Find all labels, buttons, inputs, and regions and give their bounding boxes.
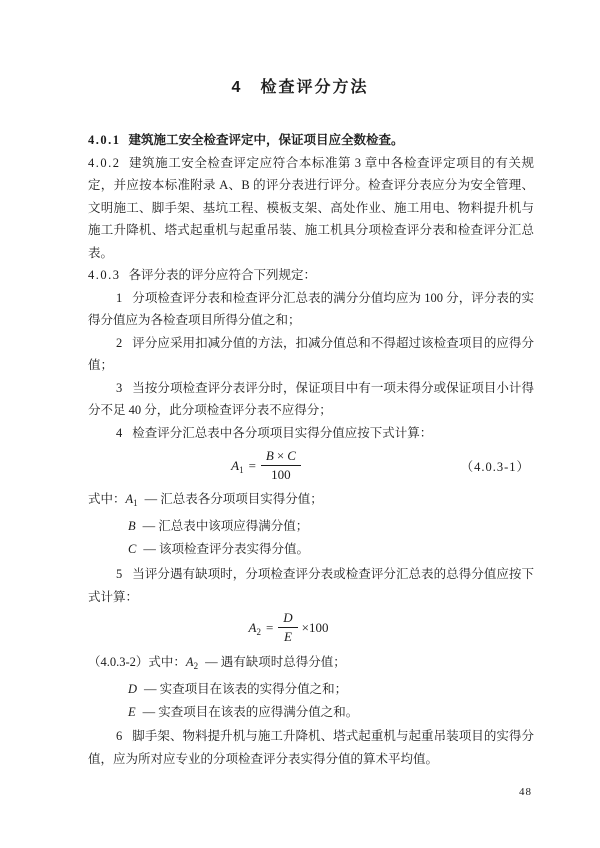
math-variable: A [125, 492, 134, 507]
fraction-numerator [261, 448, 301, 466]
item-text: 评分应采用扣减分值的方法，扣减分值总和不得超过该检查项目的应得分值； [88, 335, 534, 372]
clause-text: 建筑施工安全检查评定应符合本标准第 3 章中各检查评定项目的有关规定，并应按本标准附录 A、B 的评分表进行评分。检查评分表应分为安全管理、文明施工、脚手架、基坑工程、模板支架、高处作业、施工用电、物料提升机与施工升降机、塔式起重机与起重吊装、施工机具分项检查评分表和检查评分汇总表。 [88, 155, 534, 260]
math-subscript: 1 [133, 498, 138, 509]
item-text: 分项检查评分表和检查评分汇总表的满分分值均应为 100 分，评分表的实得分值应为各检查项目所得分值之和； [88, 290, 534, 327]
item-text: 当按分项检查评分表评分时，保证项目中有一项未得分或保证项目小计得分不足 40 分，此分项检查评分表不应得分； [88, 380, 534, 417]
multiply-sign: × [276, 448, 285, 463]
page-body [88, 129, 534, 770]
clause-4-0-1 [88, 129, 534, 152]
page-number: 48 [519, 786, 532, 798]
math-subscript: 2 [193, 661, 199, 672]
equation-label: （4.0.3-1） [460, 459, 530, 474]
definition-line [88, 651, 534, 678]
item-number: 1 [116, 290, 123, 305]
item-number: 4 [116, 425, 123, 440]
clause-text: 建筑施工安全检查评定中，保证项目应全数检查。 [128, 133, 404, 147]
definition-line [88, 678, 534, 701]
math-variable: B [265, 448, 274, 463]
definition-line [88, 515, 534, 538]
clause-number: 4.0.2 [88, 155, 121, 170]
list-item-3 [88, 377, 534, 422]
equals-sign: = [265, 620, 274, 636]
where-prefix: （4.0.3-2）式中： [88, 655, 186, 670]
formula-expression [231, 448, 301, 482]
definition-text: — 汇总表各分项项目实得分值； [144, 492, 323, 507]
item-number: 3 [116, 380, 123, 395]
math-variable: C [287, 448, 296, 463]
math-variable: E [128, 705, 136, 720]
math-variable: C [128, 542, 137, 557]
fraction [278, 610, 297, 644]
formula-4-0-3-1 [88, 450, 534, 484]
clause-4-0-2 [88, 152, 534, 265]
definition-text: — 遇有缺项时总得分值； [205, 655, 346, 670]
chapter-title: 4 检查评分方法 [231, 79, 369, 96]
list-item-2 [88, 332, 534, 377]
formula-4-0-3-2 [88, 612, 534, 646]
multiplier: ×100 [301, 620, 329, 636]
definition-text: — 实查项目在该表的实得分值之和； [144, 682, 348, 697]
fraction-denominator: E [284, 628, 292, 644]
math-variable: A [185, 655, 194, 670]
list-item-1 [88, 287, 534, 332]
list-item-6 [88, 725, 534, 770]
item-text: 检查评分汇总表中各分项项目实得分值应按下式计算： [132, 425, 433, 440]
math-variable: A [248, 620, 257, 636]
formula2-definitions [88, 651, 534, 724]
item-number: 6 [116, 729, 123, 744]
fraction [261, 448, 301, 482]
definition-text: — 汇总表中该项应得满分值； [142, 519, 309, 534]
math-variable: D [128, 682, 138, 697]
math-subscript: 2 [256, 627, 261, 638]
math-variable: A [231, 458, 240, 474]
definition-line [88, 488, 534, 515]
item-number: 5 [116, 567, 123, 582]
equals-sign: = [248, 458, 256, 474]
clause-number: 4.0.3 [88, 268, 121, 282]
clause-number: 4.0.1 [88, 133, 121, 147]
definition-line [88, 538, 534, 561]
fraction-denominator: 100 [271, 466, 291, 482]
definition-text: — 实查项目在该表的应得满分值之和。 [142, 705, 359, 720]
list-item-5 [88, 563, 534, 608]
math-subscript: 1 [239, 465, 244, 476]
formula-expression [248, 610, 329, 644]
formula1-definitions [88, 488, 534, 561]
list-item-4 [88, 422, 534, 445]
clause-4-0-3 [88, 264, 534, 287]
item-number: 2 [116, 335, 123, 350]
definition-text: — 该项检查评分表实得分值。 [143, 542, 309, 557]
where-prefix: 式中： [88, 492, 126, 507]
definition-line [88, 701, 534, 724]
fraction-numerator: D [278, 610, 297, 628]
clause-text: 各评分表的评分应符合下列规定： [128, 268, 317, 282]
item-text: 脚手架、物料提升机与施工升降机、塔式起重机与起重吊装项目的实得分值，应为所对应专业的分项检查评分表实得分值的算术平均值。 [88, 729, 534, 766]
item-text: 当评分遇有缺项时，分项检查评分表或检查评分汇总表的总得分值应按下式计算： [88, 567, 534, 604]
math-variable: B [128, 519, 136, 534]
